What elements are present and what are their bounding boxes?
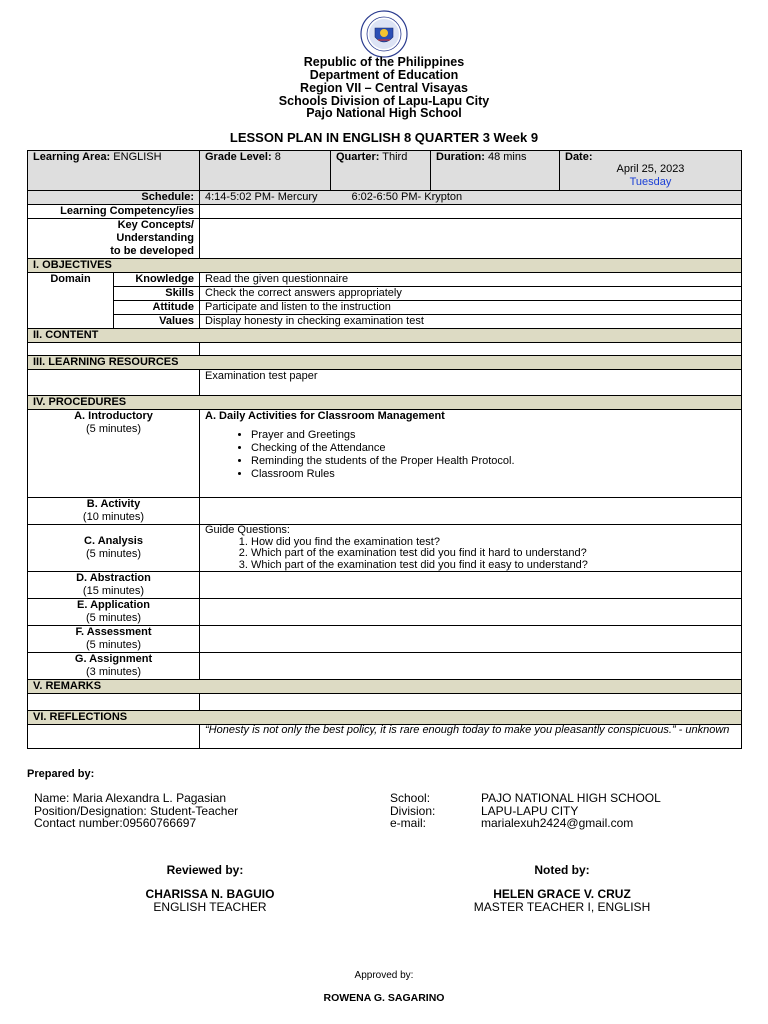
reviewer-name: CHARISSA N. BAGUIO [145, 887, 275, 901]
procedures-heading-row [28, 396, 742, 410]
objective-values-label: Values [159, 315, 194, 327]
objective-values-text: Display honesty in checking examination test [200, 315, 742, 329]
quarter-value: Third [382, 151, 408, 163]
schedule-slot-mercury: 4:14-5:02 PM- Mercury [205, 191, 318, 203]
objectives-heading-row [28, 259, 742, 273]
guide-questions-list [205, 537, 736, 572]
division-label: Division: [390, 804, 436, 818]
objective-skills-label: Skills [165, 287, 194, 299]
key-concepts-row [28, 219, 742, 259]
grade-level-value: 8 [274, 151, 281, 163]
noter-title: MASTER TEACHER I, ENGLISH [473, 900, 651, 914]
noted-by-label: Noted by: [534, 863, 590, 877]
abstraction-time: (15 minutes) [82, 585, 145, 597]
abstraction-label: D. Abstraction [76, 572, 151, 584]
email-value: marialexuh2424@gmail.com [481, 816, 634, 830]
objective-attitude-label: Attitude [152, 301, 194, 313]
objectives-heading: I. OBJECTIVES [28, 259, 742, 273]
key-concepts-label-3: to be developed [110, 245, 194, 257]
info-row [28, 151, 742, 191]
page-title: LESSON PLAN IN ENGLISH 8 QUARTER 3 Week 9 [229, 130, 539, 145]
objective-row [28, 273, 742, 287]
domain-label: Domain [50, 273, 91, 285]
objective-attitude-text: Participate and listen to the instruction [200, 301, 742, 315]
application-time: (5 minutes) [85, 612, 142, 624]
procedure-assignment-row [28, 653, 742, 680]
resources-heading: III. LEARNING RESOURCES [28, 356, 742, 370]
key-concepts-label-2: Understanding [116, 232, 194, 244]
activity-time: (10 minutes) [82, 511, 145, 523]
key-concepts-label-1: Key Concepts/ [117, 219, 194, 231]
remarks-row [28, 694, 742, 711]
list-item: • Classroom Rules [251, 468, 736, 481]
noter-name: HELEN GRACE V. CRUZ [493, 887, 631, 901]
procedure-application-row [28, 599, 742, 626]
procedure-activity-row [28, 498, 742, 525]
content-heading-row [28, 329, 742, 343]
resources-row [28, 370, 742, 396]
competency-row [28, 205, 742, 219]
resources-heading-row [28, 356, 742, 370]
assessment-time: (5 minutes) [85, 639, 142, 651]
reviewer-title: ENGLISH TEACHER [153, 900, 267, 914]
application-label: E. Application [77, 599, 150, 611]
list-item: 3. Which part of the examination test did you find it easy to understand? [251, 560, 736, 572]
header-school: Pajo National High School [306, 106, 462, 120]
analysis-time: (5 minutes) [85, 548, 142, 560]
header-department: Department of Education [309, 68, 459, 82]
list-item: • Prayer and Greetings [251, 429, 736, 442]
assignment-time: (3 minutes) [85, 666, 142, 678]
preparer-contact: Contact number:09560766697 [34, 816, 197, 830]
procedure-assessment-row [28, 626, 742, 653]
competency-label: Learning Competency/ies [60, 205, 194, 217]
date-label: Date: [565, 151, 593, 163]
approved-by-label: Approved by: [354, 970, 414, 981]
objective-row [28, 315, 742, 329]
procedure-introductory-row [28, 410, 742, 498]
quarter-label: Quarter: [336, 151, 380, 163]
duration-label: Duration: [436, 151, 485, 163]
guide-questions-label: Guide Questions: [205, 524, 290, 536]
activity-label: B. Activity [86, 498, 141, 510]
schedule-label: Schedule: [141, 191, 194, 203]
grade-level-label: Grade Level: [205, 151, 272, 163]
school-value: PAJO NATIONAL HIGH SCHOOL [481, 791, 661, 805]
date-value: April 25, 2023 [616, 163, 685, 175]
reflections-quote: “Honesty is not only the best policy, it is rare enough today to make you pleasantly conspicuous.” - unknown [200, 725, 742, 749]
remarks-heading-row [28, 680, 742, 694]
assessment-label: F. Assessment [75, 626, 152, 638]
content-heading: II. CONTENT [28, 329, 742, 343]
schedule-slot-krypton: 6:02-6:50 PM- Krypton [351, 191, 463, 203]
analysis-label: C. Analysis [84, 535, 143, 547]
lesson-plan-table [27, 150, 742, 749]
reflections-row [28, 725, 742, 749]
schedule-row [28, 191, 742, 205]
email-label: e-mail: [390, 816, 427, 830]
objective-knowledge-text: Read the given questionnaire [200, 273, 742, 287]
reviewed-by-label: Reviewed by: [166, 863, 244, 877]
assignment-label: G. Assignment [74, 653, 153, 665]
procedure-analysis-row [28, 525, 742, 572]
list-item: 2. Which part of the examination test did you find it hard to understand? [251, 548, 736, 560]
preparer-position: Position/Designation: Student-Teacher [34, 804, 239, 818]
introductory-time: (5 minutes) [85, 423, 142, 435]
objective-row [28, 287, 742, 301]
learning-area-value: ENGLISH [113, 151, 162, 163]
preparer-name: Name: Maria Alexandra L. Pagasian [34, 791, 227, 805]
header-region: Region VII – Central Visayas [300, 81, 468, 95]
introductory-label: A. Introductory [74, 410, 153, 422]
procedure-abstraction-row [28, 572, 742, 599]
procedures-heading: IV. PROCEDURES [28, 396, 742, 410]
reflections-heading-row [28, 711, 742, 725]
objective-knowledge-label: Knowledge [135, 273, 194, 285]
reflections-heading: VI. REFLECTIONS [28, 711, 742, 725]
deped-seal-logo [360, 10, 408, 58]
header-republic: Republic of the Philippines [303, 55, 465, 69]
objective-row [28, 301, 742, 315]
approver-name: ROWENA G. SAGARINO [323, 992, 445, 1004]
daily-activities-title: A. Daily Activities for Classroom Management [205, 410, 445, 422]
content-row [28, 343, 742, 356]
duration-value: 48 mins [487, 151, 527, 163]
division-value: LAPU-LAPU CITY [481, 804, 579, 818]
list-item: • Checking of the Attendance [251, 442, 736, 455]
school-label: School: [390, 791, 431, 805]
list-item: • Reminding the students of the Proper Health Protocol. [251, 455, 736, 468]
list-item: 1. How did you find the examination test? [251, 537, 736, 549]
remarks-heading: V. REMARKS [28, 680, 742, 694]
header-division: Schools Division of Lapu-Lapu City [278, 94, 490, 108]
daily-activities-list [205, 429, 736, 481]
prepared-by-label: Prepared by: [27, 768, 95, 780]
resources-text: Examination test paper [200, 370, 742, 396]
objective-skills-text: Check the correct answers appropriately [200, 287, 742, 301]
day-value: Tuesday [629, 176, 672, 188]
learning-area-label: Learning Area: [33, 151, 111, 163]
